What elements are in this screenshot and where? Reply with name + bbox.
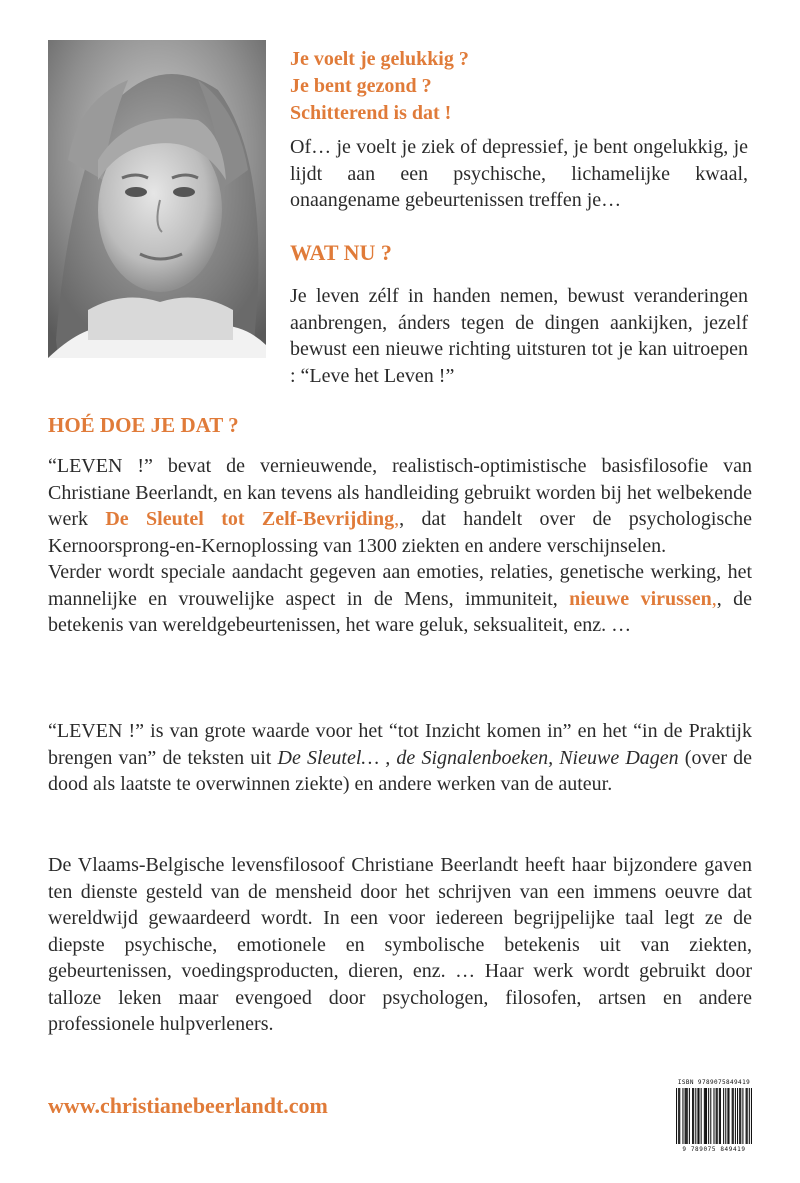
new-viruses-highlight: nieuwe virussen	[569, 587, 712, 610]
barcode-bar	[710, 1088, 711, 1144]
barcode-bar	[685, 1088, 686, 1144]
barcode-bar	[706, 1088, 707, 1144]
barcode-bar	[751, 1088, 752, 1144]
author-photo	[48, 40, 266, 358]
body-paragraph-2	[48, 718, 752, 798]
barcode-bar	[678, 1088, 679, 1144]
barcode-bar	[728, 1088, 729, 1144]
body-paragraph-3: De Vlaams-Belgische levensfilosoof Christiane Beerlandt heeft haar bijzondere gaven ten dienste gesteld van de mensheid door het schrijven van een immens oeuvre dat wereldwijd gewaardeerd wordt. In een voor iedereen begrijpelijke taal legt ze de diepste psychische, emotionele en symbolische betekenis uit van ziekten, gebeurtenissen, voedingsproducten, dieren, enz. … Haar werk wordt gebruikt door talloze leken maar evengoed door psychologen, filosofen, artsen en andere professionele hulpverleners.	[48, 854, 752, 1035]
barcode-digits: 9 789075 849419	[682, 1146, 746, 1153]
body1-text-a: “LEVEN !” bevat de vernieuwende, realistisch-optimistische basisfilosofie van Christiane Beerlandt, en kan tevens als handleiding gebruikt worden bij het welbekende werk	[48, 455, 752, 530]
barcode-bar	[719, 1088, 720, 1144]
barcode-bar	[727, 1088, 728, 1144]
body2-text-a: “LEVEN !” is van grote waarde voor het “tot Inzicht komen in” en het “in de Praktijk brengen van” de teksten uit	[48, 720, 752, 769]
body-paragraph-1	[48, 453, 752, 639]
barcode-bar	[733, 1088, 734, 1144]
body2-text-b: (over de dood als laatste te overwinnen ziekte) en andere werken van de auteur.	[48, 746, 753, 795]
barcode-bar	[737, 1088, 738, 1144]
barcode-bar	[705, 1088, 706, 1144]
barcode-bar	[746, 1088, 747, 1144]
barcode-bar	[732, 1088, 733, 1144]
barcode-bar	[749, 1088, 750, 1144]
barcode-bar	[695, 1088, 696, 1144]
barcode-bar	[723, 1088, 724, 1144]
intro-paragraph: Of… je voelt je ziek of depressief, je bent ongelukkig, je lijdt aan een psychische, lichamelijke kwaal, onaangename gebeurtenissen treffen je…	[290, 136, 748, 211]
barcode-bar	[717, 1088, 718, 1144]
barcode-bar	[739, 1088, 740, 1144]
book-title-highlight: De Sleutel tot Zelf-Bevrijding	[105, 508, 395, 530]
tagline-line-1: Je voelt je gelukkig ?	[290, 48, 469, 70]
body1-text-d: , de betekenis van wereldgebeurtenissen, het ware geluk, seksualiteit, enz. …	[48, 587, 753, 636]
barcode-bar	[676, 1088, 677, 1144]
barcode-bar	[693, 1088, 694, 1144]
body1-comma: ,	[394, 508, 400, 530]
barcode-bar	[704, 1088, 705, 1144]
barcode-bar	[689, 1088, 690, 1144]
body1-text-b: , dat handelt over de psychologische Kernoorsprong-en-Kernoplossing van 1300 ziekten en andere verschijnselen.	[48, 508, 753, 557]
barcode-bar	[687, 1088, 688, 1144]
barcode-bar	[725, 1088, 726, 1144]
barcode-bar	[735, 1088, 736, 1144]
barcode-bar	[742, 1088, 743, 1144]
barcode-bar	[682, 1088, 683, 1144]
barcode-bar	[686, 1088, 687, 1144]
barcode-bar	[716, 1088, 717, 1144]
barcode-bar	[708, 1088, 709, 1144]
barcode-bar	[740, 1088, 741, 1144]
body1-comma-2: ,	[711, 587, 717, 610]
what-now-heading: WAT NU ?	[290, 240, 392, 265]
how-heading: HOÉ DOE JE DAT ?	[48, 413, 239, 437]
barcode	[676, 1080, 752, 1153]
barcode-bar	[747, 1088, 748, 1144]
barcode-bar	[692, 1088, 693, 1144]
tagline-line-3: Schitterend is dat !	[290, 102, 452, 124]
barcode-bar	[713, 1088, 714, 1144]
barcode-bar	[698, 1088, 699, 1144]
body1-text-c: Verder wordt speciale aandacht gegeven aan emoties, relaties, genetische werking, het mannelijke en vrouwelijke aspect in de Mens, immuniteit,	[48, 561, 752, 610]
barcode-bar	[701, 1088, 702, 1144]
barcode-bar	[720, 1088, 721, 1144]
tagline-line-2: Je bent gezond ?	[290, 75, 432, 97]
barcode-bar	[697, 1088, 698, 1144]
barcode-bar	[679, 1088, 680, 1144]
website-url[interactable]: www.christianebeerlandt.com	[48, 1093, 328, 1118]
body2-book-titles: De Sleutel… , de Signalenboeken, Nieuwe Dagen	[277, 746, 679, 769]
isbn-label: ISBN 9789075849419	[677, 1079, 751, 1086]
tagline	[290, 46, 469, 127]
change-paragraph: Je leven zélf in handen nemen, bewust veranderingen aanbrengen, ánders tegen de dingen aankijken, jezelf bewust een nieuwe richting uitsturen tot je kan uitroepen : “Leve het Leven !”	[290, 285, 748, 387]
